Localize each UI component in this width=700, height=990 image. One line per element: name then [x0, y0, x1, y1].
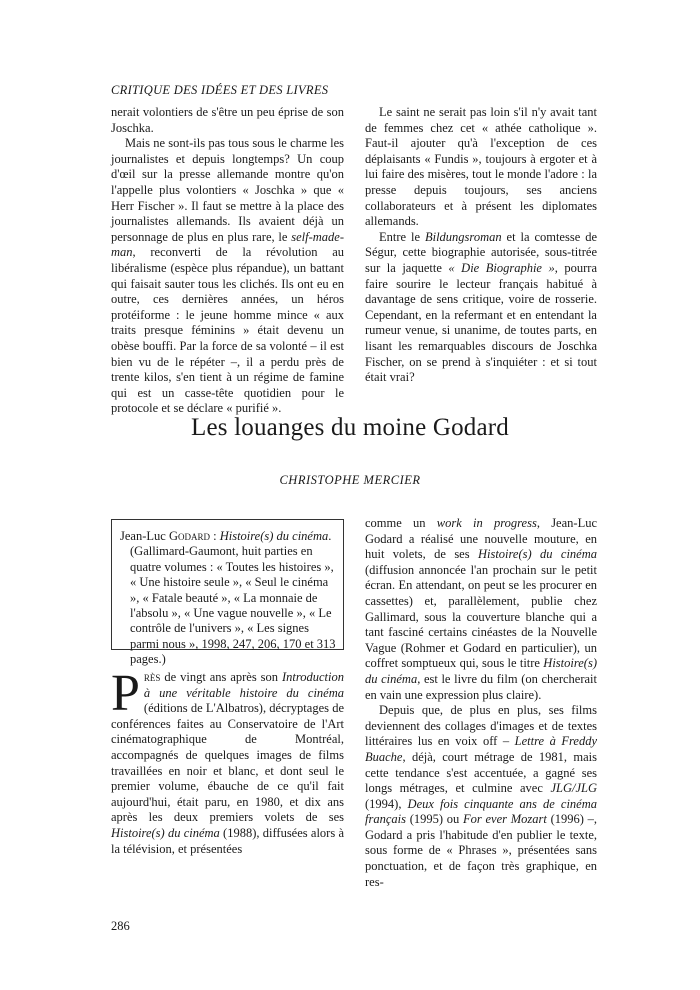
italic-term: Histoire(s) du cinéma — [111, 825, 220, 840]
text-run: : — [209, 529, 220, 543]
text-run: , est le livre du film (on chercherait en vain une expression plus claire). — [365, 671, 597, 702]
italic-term: For ever Mozart — [463, 812, 547, 827]
text-run: Mais ne sont-ils pas tous sous le charme les journalistes et depuis longtemps? Un coup d'œil sur la presse allemande montre qu'on l'appelle plus volontiers « Joschka » que « Herr Fischer ». Il faut se mettre à la place des journalistes allemands. Ils avaient déjà un personnage de plus en plus rare, le — [111, 136, 344, 244]
lead-in: rès — [143, 670, 161, 684]
italic-term: Histoire(s) du cinéma — [365, 656, 597, 686]
text-run: (1996) –, Godard a pris l'habitude d'en publier le texte, sous forme de « Phrases », présentées sans ponctuation, et de façon très graphique, en res- — [365, 812, 598, 889]
italic-term: JLG/JLG — [550, 781, 597, 796]
page-number: 286 — [111, 919, 130, 933]
bottom-left-column — [111, 665, 344, 857]
author-last-name: Godard — [168, 529, 210, 543]
book-title: Histoire(s) du cinéma — [219, 529, 329, 543]
paragraph — [365, 516, 597, 703]
text-run: de vingt ans après son — [160, 670, 282, 684]
paragraph: Le saint ne serait pas loin s'il n'y avait tant de femmes chez cet « athée catholique ». Faut-il ajouter qu'à l'exception de ces déplaisants « Fundis », toujours à ergoter et à lui faire des misères, tout le monde l'adore : la presse depuis toujours, ses anciens collaborateurs et à présent les diplomates allemands. — [365, 105, 597, 229]
paragraph — [111, 136, 344, 417]
italic-term: Deux fois cinquante ans de cinéma français — [365, 796, 597, 827]
italic-term: Introduction à une véritable histoire du cinéma — [143, 670, 344, 700]
italic-term: Histoire(s) du cinéma — [477, 547, 597, 562]
text-run: . (Gallimard-Gaumont, huit parties en quatre volumes : « Toutes les histoires », « Une histoire seule », « Seul le cinéma », « Fatale beauté », « La monnaie de l'absolu », « Une vague nouvelle », « Le contrôle de l'univers », « Les signes parmi nous », 1998, 247, 206, 170 et 313 pages.) — [130, 529, 336, 667]
text-run: Entre le — [379, 229, 425, 244]
text-run: (1994), — [365, 796, 408, 811]
bibliography-box — [111, 519, 344, 667]
running-head: CRITIQUE DES IDÉES ET DES LIVRES — [111, 83, 329, 97]
text-run: , déjà, court métrage de 1981, mais cette tendance s'est accentuée, a gagné ses longs métrages, et culmine avec — [365, 749, 597, 796]
paragraph — [365, 703, 597, 890]
italic-term: self-made-man — [111, 229, 344, 260]
text-run: (1988), diffusées alors à la télévision, et présentées — [111, 825, 344, 856]
top-left-column — [111, 105, 344, 417]
author-first-name: Jean-Luc — [120, 529, 169, 543]
paragraph — [111, 665, 344, 857]
bibliography-text — [120, 529, 336, 668]
italic-term: Lettre à Freddy Buache — [365, 734, 597, 764]
top-right-column — [365, 105, 597, 386]
text-run: , Jean-Luc Godard a réalisé une nouvelle mouture, en huit volets, de ses — [365, 516, 598, 562]
text-run: (éditions de L'Albatros), décryptages de conférences faites au Conservatoire de l'Art cinématographique de Montréal, accompagnés de quelques images de films travaillées en noir et blanc, et dont seul le premier volume, ébauche de ce qu'il fait aujourd'hui, était paru, en 1980, et dix ans après les deux premiers volets de ses — [111, 701, 344, 825]
paragraph — [365, 230, 597, 386]
text-run: et la comtesse de Ségur, cette biographie autorisée, sous-titrée sur la jaquette — [365, 229, 597, 275]
text-run: Depuis que, de plus en plus, ses films deviennent des collages d'images et de textes littéraires lus en voix off – — [365, 703, 597, 749]
italic-term: work in progress — [436, 516, 537, 530]
text-run: , reconverti de la révolution au libéralisme (espèce plus répandue), un battant qui faisait sauter tous les clichés. Ils ont eu en outre, ces dernières années, un héros protéiforme : le jeune homme mince « aux traits presque féminins » était devenu un obèse bouffi. Par la force de sa volonté – il est bien vu de le répéter –, il a perdu près de trente kilos, s'en tient à un régime de famine qui est un casse-tête quotidien pour le protocole et se déclare « purifié ». — [111, 245, 344, 416]
italic-term: Bildungsroman — [424, 229, 502, 244]
paragraph: nerait volontiers de s'être un peu éprise de son Joschka. — [111, 105, 344, 135]
text-run: comme un — [365, 516, 437, 530]
italic-term: « Die Biographie » — [448, 260, 555, 275]
text-run: , pourra faire sourire le lecteur français habitué à davantage de sens critique, voire de rosserie. Cependant, en la refermant et en entendant la rumeur venue, si unanime, de toutes parts, en lisant les remarquables discours de Joschka Fischer, on se prend à s'inquiéter : et si tout était vrai? — [365, 260, 597, 385]
article-title: Les louanges du moine Godard — [190, 414, 510, 441]
author-byline: CHRISTOPHE MERCIER — [279, 473, 421, 487]
drop-cap: P — [111, 665, 140, 722]
text-run: (diffusion annoncée l'an prochain sur le petit écran. En attendant, on peut se les procurer en cassettes) et, parallèlement, publie chez Gallimard, sous la couverture blanche qui a tant fasciné certains cinéastes de la Nouvelle Vague (Rohmer et Godard en particulier), un coffret somptueux qui, sous le titre — [365, 562, 597, 671]
text-run: (1995) ou — [405, 812, 463, 827]
bottom-right-column — [365, 516, 597, 890]
